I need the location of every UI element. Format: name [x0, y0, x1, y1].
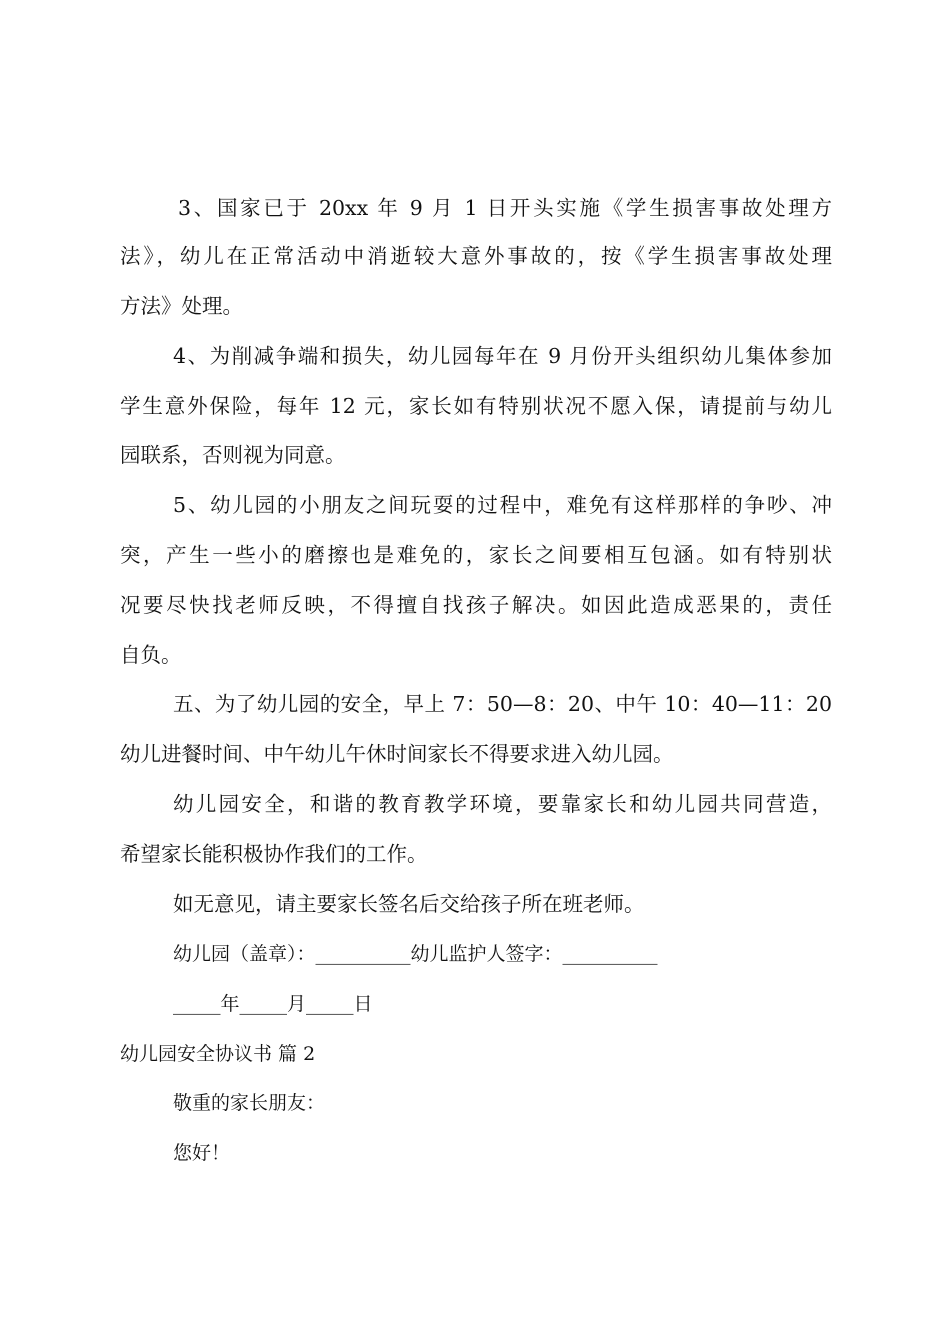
- paragraph-4-line-3: 园联系，否则视为同意。: [120, 443, 346, 467]
- paragraph-3-line-2: 法》，幼儿在正常活动中消逝较大意外事故的，按《学生损害事故处理: [120, 244, 832, 268]
- paragraph-closing-line-1: 幼儿园安全，和谐的教育教学环境，要靠家长和幼儿园共同营造，: [173, 792, 832, 816]
- paragraph-5-line-4: 自负。: [120, 643, 182, 667]
- paragraph-5-line-2: 突，产生一些小的磨擦也是难免的，家长之间要相互包涵。如有特别状: [120, 543, 832, 567]
- paragraph-five-line-1: 五、为了幼儿园的安全，早上 7：50—8：20、中午 10：40—11：20: [173, 692, 832, 716]
- paragraph-3-line-3: 方法》处理。: [120, 294, 243, 318]
- date-line: _____年_____月_____日: [173, 993, 373, 1015]
- paragraph-5-line-1: 5、幼儿园的小朋友之间玩耍的过程中，难免有这样那样的争吵、冲: [173, 493, 832, 517]
- section-title: 幼儿园安全协议书 篇 2: [120, 1043, 316, 1065]
- greeting: 敬重的家长朋友：: [173, 1092, 326, 1114]
- paragraph-closing-line-2: 希望家长能积极协作我们的工作。: [120, 842, 428, 866]
- hello: 您好！: [173, 1142, 231, 1164]
- paragraph-3-line-1: 3、国家已于 20xx 年 9 月 1 日开头实施《学生损害事故处理方: [178, 196, 832, 220]
- paragraph-4-line-1: 4、为削减争端和损失，幼儿园每年在 9 月份开头组织幼儿集体参加: [173, 344, 832, 368]
- signature-line: 幼儿园（盖章）：__________幼儿监护人签字：__________: [173, 943, 658, 965]
- paragraph-five-line-2: 幼儿进餐时间、中午幼儿午休时间家长不得要求进入幼儿园。: [120, 742, 674, 766]
- paragraph-note: 如无意见，请主要家长签名后交给孩子所在班老师。: [173, 892, 645, 916]
- paragraph-5-line-3: 况要尽快找老师反映，不得擅自找孩子解决。如因此造成恶果的，责任: [120, 593, 832, 617]
- paragraph-4-line-2: 学生意外保险，每年 12 元，家长如有特别状况不愿入保，请提前与幼儿: [120, 394, 832, 418]
